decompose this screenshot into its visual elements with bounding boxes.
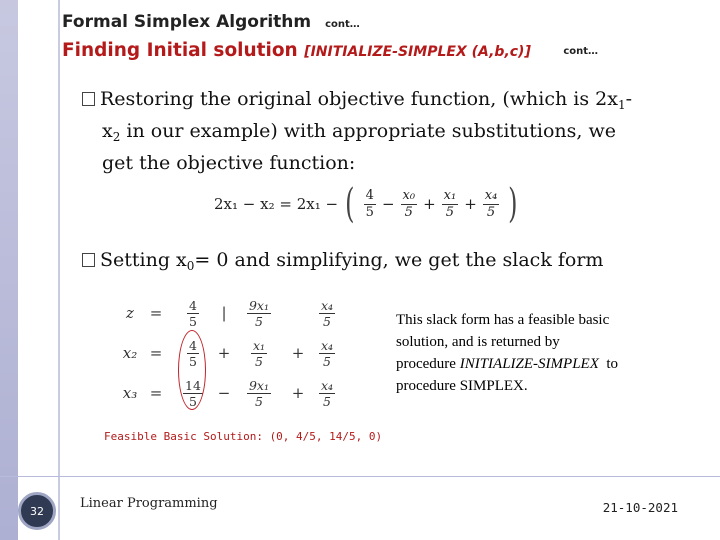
- objective-term-0: [364, 188, 376, 221]
- slide-subtitle: [62, 40, 598, 61]
- term-denominator: 5: [486, 204, 496, 220]
- slack-numerator: x₄: [320, 337, 334, 353]
- footer-divider-line: [0, 476, 720, 477]
- note-line: procedure SIMPLEX.: [396, 378, 528, 394]
- term-numerator: x₄: [484, 187, 498, 203]
- slack-term-x1: [242, 374, 276, 412]
- slack-term-x4: [312, 334, 342, 372]
- bullet1-sub-a: 1: [617, 98, 626, 112]
- slack-denominator: 5: [189, 313, 197, 329]
- slack-equals: =: [149, 344, 163, 362]
- term-numerator: 4: [365, 187, 374, 203]
- objective-equation-lhs: 2x₁ − x₂ = 2x₁ −: [214, 195, 339, 213]
- slack-equals: =: [149, 384, 163, 402]
- bullet2-sub-a: 0: [186, 259, 195, 273]
- term-sign: +: [464, 195, 477, 213]
- slide-subtitle-procedure: [INITIALIZE-SIMPLEX (A,b,c)]: [304, 44, 531, 60]
- objective-term-1: [401, 188, 418, 221]
- slack-numerator: 14: [185, 377, 201, 393]
- slack-term-x1: [242, 294, 276, 332]
- term-numerator: x₁: [443, 187, 457, 203]
- slack-term-x4: [312, 374, 342, 412]
- slide-title-text: Formal Simplex Algorithm: [62, 12, 312, 32]
- slack-operator: +: [217, 344, 231, 362]
- slide-subtitle-text: Finding Initial solution: [62, 40, 298, 61]
- slack-operator: [288, 294, 308, 332]
- slack-numerator: 4: [189, 297, 197, 313]
- note-line: This slack form has a feasible basic: [396, 312, 610, 328]
- note-procedure-name: INITIALIZE-SIMPLEX: [459, 356, 599, 372]
- slack-variable: x₂: [122, 344, 138, 362]
- bullet1-text-c: x: [102, 120, 113, 142]
- note-line: solution, and is returned by: [396, 334, 560, 350]
- bullet1-sub-c: 2: [112, 130, 121, 144]
- term-denominator: 5: [445, 204, 455, 220]
- slack-numerator: 9x₁: [248, 297, 269, 313]
- term-sign: −: [381, 195, 395, 213]
- footer-date: 21-10-2021: [602, 500, 678, 515]
- slide-title: [62, 12, 360, 32]
- slack-row: [116, 334, 346, 372]
- page-number-badge: 32: [18, 492, 56, 530]
- bullet-box-icon: [82, 253, 95, 267]
- left-decorative-band: [0, 0, 18, 540]
- bullet1-text-e: get the objective function:: [102, 152, 356, 174]
- slack-term-x4: [312, 294, 342, 332]
- slack-denominator: 5: [323, 313, 331, 329]
- slack-operator: |: [221, 304, 227, 322]
- bullet1-text-a: Restoring the original objective function, (which is 2x: [100, 88, 618, 110]
- slack-denominator: 5: [255, 393, 263, 409]
- feasible-basic-solution: Feasible Basic Solution: (0, 4/5, 14/5, 0): [104, 430, 383, 443]
- slack-form-equations: [116, 294, 346, 414]
- slack-denominator: 5: [255, 353, 263, 369]
- slack-operator: +: [291, 384, 305, 402]
- term-sign: +: [423, 195, 436, 213]
- objective-term-2: [442, 188, 459, 221]
- bullet-setting-x0: [82, 247, 682, 279]
- slide-subtitle-cont: cont…: [563, 45, 599, 57]
- note-text: procedure: [396, 356, 460, 372]
- slack-denominator: 5: [323, 353, 331, 369]
- bullet1-text-d: in our example) with appropriate substitutions, we: [120, 120, 616, 142]
- left-paren-icon: (: [345, 181, 355, 227]
- slack-numerator: x₁: [252, 337, 266, 353]
- slack-form-note: [396, 309, 686, 397]
- slack-denominator: 5: [255, 313, 263, 329]
- term-denominator: 5: [404, 204, 413, 220]
- right-paren-icon: ): [508, 181, 518, 227]
- slide-title-cont: cont…: [325, 19, 360, 30]
- slack-term-x1: [242, 334, 276, 372]
- slack-equals: =: [149, 304, 163, 322]
- slack-numerator: 4: [189, 337, 197, 353]
- bullet2-text-b: = 0 and simplifying, we get the slack form: [194, 249, 604, 271]
- note-text: to: [598, 356, 619, 372]
- constants-highlight-oval: [178, 330, 206, 410]
- slack-denominator: 5: [323, 393, 331, 409]
- slack-denominator: 5: [189, 393, 197, 409]
- left-divider-line: [58, 0, 60, 540]
- slack-row: [116, 294, 346, 332]
- objective-equation: [214, 180, 521, 228]
- slack-numerator: x₄: [320, 297, 334, 313]
- slack-operator: +: [291, 344, 305, 362]
- bullet1-text-b: -: [625, 88, 633, 110]
- slack-row: [116, 374, 346, 412]
- slack-constant: [180, 294, 206, 332]
- slack-operator: −: [217, 384, 231, 402]
- slack-variable: x₃: [122, 384, 138, 402]
- footer-course-title: Linear Programming: [80, 496, 218, 511]
- bullet-restore-objective: [82, 86, 682, 176]
- term-denominator: 5: [365, 204, 374, 220]
- bullet2-text-a: Setting x: [100, 249, 187, 271]
- note-line: [396, 353, 686, 375]
- bullet-box-icon: [82, 92, 95, 106]
- slack-numerator: x₄: [320, 377, 334, 393]
- objective-term-3: [483, 188, 500, 221]
- slack-numerator: 9x₁: [248, 377, 269, 393]
- slack-variable: z: [126, 304, 134, 322]
- slack-denominator: 5: [189, 353, 197, 369]
- term-numerator: x₀: [402, 187, 416, 203]
